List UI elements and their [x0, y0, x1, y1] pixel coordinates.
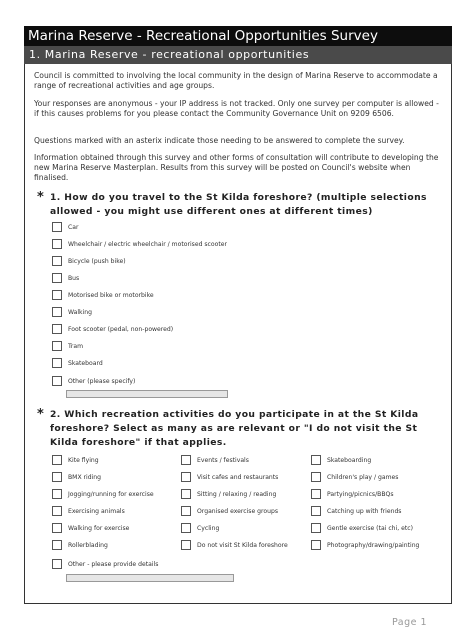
q2-checkbox-cafes-restaurants[interactable] — [181, 472, 191, 482]
q2-option-label: Children's play / games — [327, 474, 399, 481]
q2-checkbox-rollerblading[interactable] — [52, 540, 62, 550]
q2-option-rollerblading[interactable] — [52, 540, 177, 553]
q2-checkbox-bmx-riding[interactable] — [52, 472, 62, 482]
q1-option-bus[interactable] — [52, 273, 272, 286]
q2-option-other[interactable] — [52, 559, 252, 572]
q2-option-label: Do not visit St Kilda foreshore — [197, 542, 288, 549]
q2-checkbox-partying-picnics[interactable] — [311, 489, 321, 499]
q1-option-label: Bicycle (push bike) — [68, 258, 126, 265]
q2-option-gentle-exercise[interactable] — [311, 523, 447, 536]
page-number: Page 1 — [392, 617, 428, 628]
q1-checkbox-tram[interactable] — [52, 341, 62, 351]
q2-option-exercising-animals[interactable] — [52, 506, 177, 519]
q1-checkbox-car[interactable] — [52, 222, 62, 232]
q1-option-other[interactable] — [52, 376, 272, 389]
q1-option-label: Foot scooter (pedal, non-powered) — [68, 326, 174, 333]
q2-option-label: BMX riding — [68, 474, 102, 481]
q2-checkbox-gentle-exercise[interactable] — [311, 523, 321, 533]
q1-checkbox-foot-scooter[interactable] — [52, 324, 62, 334]
q2-option-label: Catching up with friends — [327, 508, 402, 515]
q2-option-catching-up[interactable] — [311, 506, 447, 519]
q1-option-label: Car — [68, 224, 79, 231]
q2-option-sitting-relaxing[interactable] — [181, 489, 309, 502]
q2-required-marker: * — [37, 407, 44, 422]
q2-checkbox-other[interactable] — [52, 559, 62, 569]
q1-checkbox-other[interactable] — [52, 376, 62, 386]
intro-paragraph-anonymous: Your responses are anonymous - your IP address is not tracked. Only one survey per computer is allowed - if this causes problems for you please contact the Community Governance Unit on 9209 6506. — [34, 99, 439, 118]
q1-option-car[interactable] — [52, 222, 272, 235]
q2-option-organised-exercise[interactable] — [181, 506, 309, 519]
q2-option-label: Visit cafes and restaurants — [197, 474, 279, 481]
q2-option-childrens-play[interactable] — [311, 472, 447, 485]
q2-checkbox-skateboarding[interactable] — [311, 455, 321, 465]
q1-required-marker: * — [37, 190, 44, 205]
q1-option-label: Bus — [68, 275, 80, 282]
q2-checkbox-exercising-animals[interactable] — [52, 506, 62, 516]
q2-question-text: 2. Which recreation activities do you participate in at the St Kilda foreshore? Select as many as are relevant or "I do not visit the St Kilda foreshore" if that applies. — [50, 409, 419, 448]
q2-option-jogging[interactable] — [52, 489, 177, 502]
q1-option-label: Tram — [68, 343, 84, 350]
q2-option-label: Organised exercise groups — [197, 508, 279, 515]
q1-option-wheelchair[interactable] — [52, 239, 272, 252]
survey-title: Marina Reserve - Recreational Opportunities Survey — [24, 26, 452, 46]
q1-option-foot-scooter[interactable] — [52, 324, 272, 337]
q1-checkbox-skateboard[interactable] — [52, 358, 62, 368]
q2-checkbox-organised-exercise[interactable] — [181, 506, 191, 516]
q2-option-label: Events / festivals — [197, 457, 249, 464]
q1-option-label: Walking — [68, 309, 93, 316]
q2-option-kite-flying[interactable] — [52, 455, 177, 468]
q2-option-label: Walking for exercise — [68, 525, 130, 532]
q1-option-bicycle[interactable] — [52, 256, 272, 269]
q1-option-skateboard[interactable] — [52, 358, 272, 371]
q2-option-skateboarding[interactable] — [311, 455, 447, 468]
q2-option-label: Sitting / relaxing / reading — [197, 491, 277, 498]
q2-option-do-not-visit[interactable] — [181, 540, 309, 553]
q2-checkbox-events-festivals[interactable] — [181, 455, 191, 465]
q2-option-label: Rollerblading — [68, 542, 108, 549]
q2-option-label: Gentle exercise (tai chi, etc) — [327, 525, 413, 532]
q2-checkbox-walking-exercise[interactable] — [52, 523, 62, 533]
q2-option-bmx-riding[interactable] — [52, 472, 177, 485]
q2-option-cafes-restaurants[interactable] — [181, 472, 309, 485]
q1-option-motorbike[interactable] — [52, 290, 272, 303]
q2-checkbox-cycling[interactable] — [181, 523, 191, 533]
q1-option-label: Skateboard — [68, 360, 103, 367]
q1-question-text: 1. How do you travel to the St Kilda foreshore? (multiple selections allowed - you might use different ones at different times) — [50, 192, 427, 217]
q2-option-photography[interactable] — [311, 540, 447, 553]
q1-checkbox-bus[interactable] — [52, 273, 62, 283]
q2-option-label: Jogging/running for exercise — [68, 491, 154, 498]
q1-checkbox-motorbike[interactable] — [52, 290, 62, 300]
q2-option-label: Photography/drawing/painting — [327, 542, 420, 549]
q1-checkbox-wheelchair[interactable] — [52, 239, 62, 249]
section-header: 1. Marina Reserve - recreational opportunities — [24, 46, 452, 64]
intro-paragraph-commitment: Council is committed to involving the local community in the design of Marina Reserve to accommodate a range of recreational activities and age groups. — [34, 71, 438, 90]
q1-option-label: Motorised bike or motorbike — [68, 292, 154, 299]
q2-option-label: Exercising animals — [68, 508, 125, 515]
q2-option-label: Kite flying — [68, 457, 99, 464]
q2-option-label: Skateboarding — [327, 457, 372, 464]
q2-option-cycling[interactable] — [181, 523, 309, 536]
q2-option-label: Other - please provide details — [68, 561, 159, 568]
q2-option-partying-picnics[interactable] — [311, 489, 447, 502]
q2-checkbox-catching-up[interactable] — [311, 506, 321, 516]
q2-option-walking-exercise[interactable] — [52, 523, 177, 536]
q1-checkbox-walking[interactable] — [52, 307, 62, 317]
q2-checkbox-do-not-visit[interactable] — [181, 540, 191, 550]
intro-paragraph-asterix: Questions marked with an asterix indicate those needing to be answered to complete the survey. — [34, 136, 405, 145]
q2-other-input[interactable] — [66, 574, 234, 582]
q2-checkbox-photography[interactable] — [311, 540, 321, 550]
q2-option-events-festivals[interactable] — [181, 455, 309, 468]
q2-checkbox-childrens-play[interactable] — [311, 472, 321, 482]
q2-checkbox-sitting-relaxing[interactable] — [181, 489, 191, 499]
q2-checkbox-kite-flying[interactable] — [52, 455, 62, 465]
q2-checkbox-jogging[interactable] — [52, 489, 62, 499]
q1-option-label: Wheelchair / electric wheelchair / motorised scooter — [68, 241, 228, 248]
intro-paragraph-information: Information obtained through this survey and other forms of consultation will contribute to developing the new Marina Reserve Masterplan. Results from this survey will be posted on Council's website when finalised. — [34, 153, 439, 182]
q1-option-tram[interactable] — [52, 341, 272, 354]
q1-option-label: Other (please specify) — [68, 378, 136, 385]
q1-checkbox-bicycle[interactable] — [52, 256, 62, 266]
q1-other-input[interactable] — [66, 390, 228, 398]
q2-option-label: Cycling — [197, 525, 220, 532]
q2-option-label: Partying/picnics/BBQs — [327, 491, 394, 498]
q1-option-walking[interactable] — [52, 307, 272, 320]
